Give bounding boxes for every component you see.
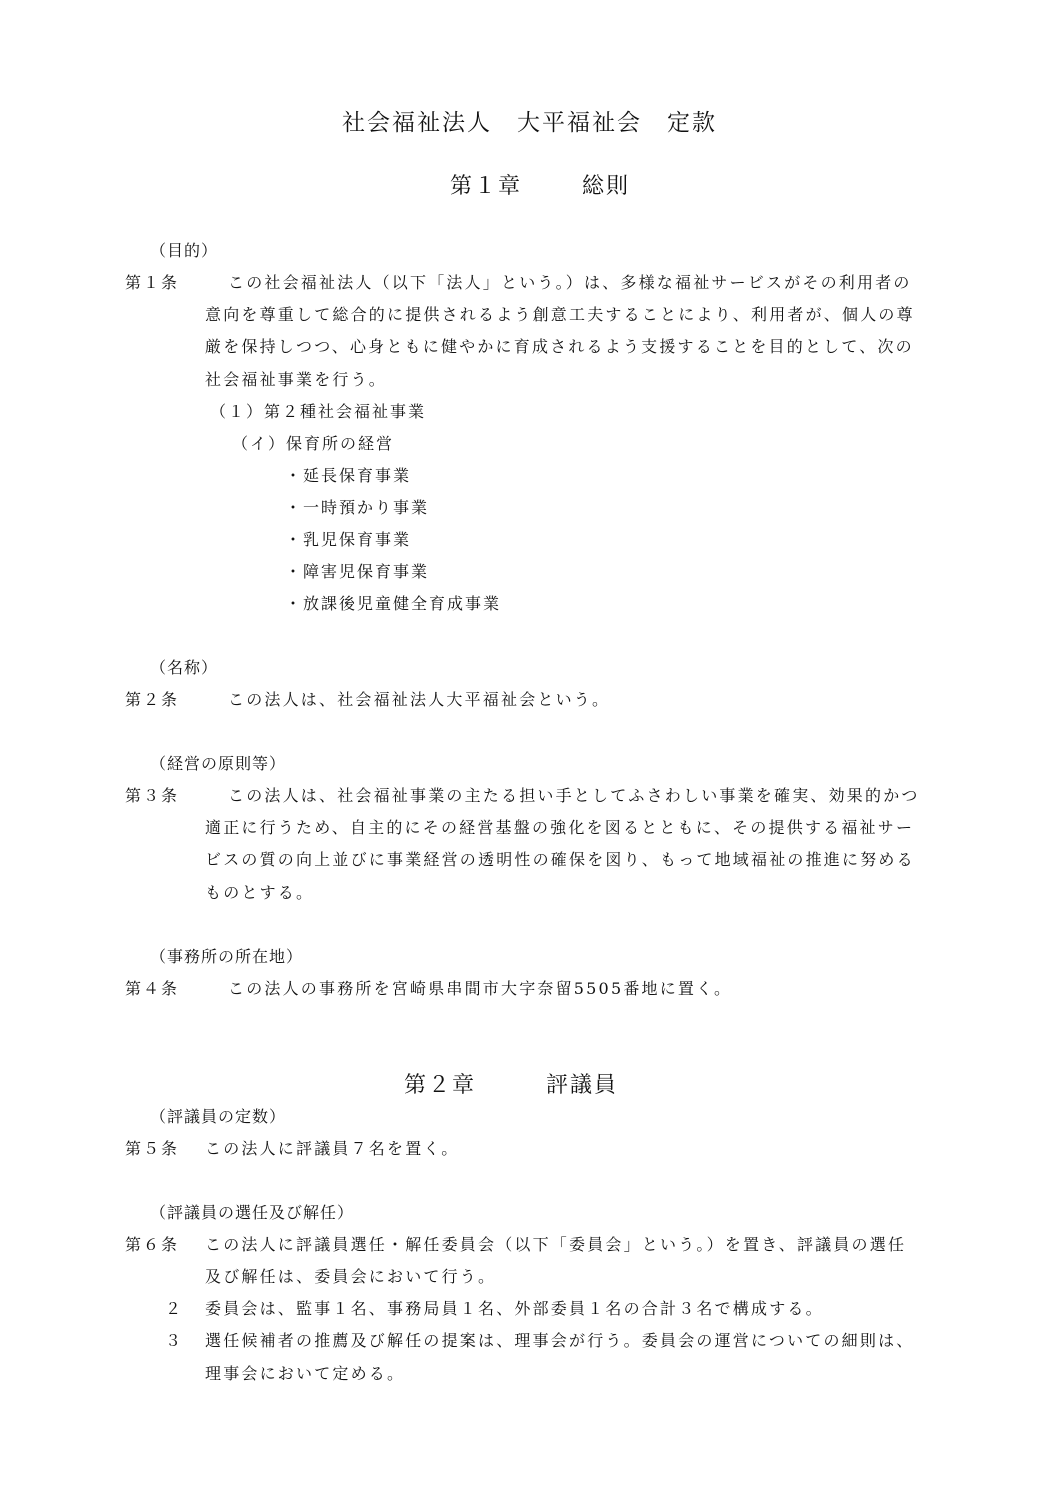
article-1-line-1: この社会福祉法人（以下「法人」という。）は、多様な福祉サービスがその利用者の [228,273,912,292]
article-3-line-3: ビスの質の向上並びに事業経営の透明性の確保を図り、もって地域福祉の推進に努める [205,850,915,869]
article-1-bullet-2: ・一時預かり事業 [285,498,430,517]
article-1-line-2: 意向を尊重して総合的に提供されるよう創意工夫することにより、利用者が、個人の尊 [205,305,915,324]
article-5-heading: （評議員の定数） [150,1107,287,1126]
article-2-heading: （名称） [150,658,219,677]
article-1-bullet-1: ・延長保育事業 [285,466,412,485]
article-4-number: 第４条 [125,979,180,998]
article-5-text: この法人に評議員７名を置く。 [205,1139,460,1158]
article-2-number: 第２条 [125,690,180,709]
article-1-line-3: 厳を保持しつつ、心身ともに健やかに育成されるよう支援することを目的として、次の [205,337,914,356]
article-1-sub-2: （イ）保育所の経営 [232,434,395,453]
article-4-heading: （事務所の所在地） [150,947,304,966]
article-3-line-2: 適正に行うため、自主的にその経営基盤の強化を図るとともに、その提供する福祉サー [205,818,915,837]
article-1-sub-1: （１）第２種社会福祉事業 [210,402,427,421]
article-6-line-2: 及び解任は、委員会において行う。 [205,1267,497,1286]
article-1-bullet-3: ・乳児保育事業 [285,530,412,549]
chapter-1-name: 総則 [582,174,631,199]
article-6-heading: （評議員の選任及び解任） [150,1203,355,1222]
article-6-para-3-line-1: 選任候補者の推薦及び解任の提案は、理事会が行う。委員会の運営についての細則は、 [205,1331,915,1350]
article-6-para-2-text: 委員会は、監事１名、事務局員１名、外部委員１名の合計３名で構成する。 [205,1299,824,1318]
article-1-line-4: 社会福祉事業を行う。 [205,370,388,389]
article-3-line-4: ものとする。 [205,883,315,902]
article-3-number: 第３条 [125,786,180,805]
chapter-2-label: 第２章 [404,1073,477,1098]
article-6-para-3-number: ３ [165,1331,184,1350]
article-6-line-1: この法人に評議員選任・解任委員会（以下「委員会」という。）を置き、評議員の選任 [205,1235,907,1254]
article-4-text: この法人の事務所を宮崎県串間市大字奈留5505番地に置く。 [228,979,733,998]
chapter-1-label: 第１章 [450,174,523,199]
article-3-heading: （経営の原則等） [150,754,287,773]
article-1-number: 第１条 [125,273,180,292]
article-3-line-1: この法人は、社会福祉事業の主たる担い手としてふさわしい事業を確実、効果的かつ [228,786,920,805]
article-1-heading: （目的） [150,241,219,260]
article-1-bullet-5: ・放課後児童健全育成事業 [285,594,502,613]
article-6-number: 第６条 [125,1235,180,1254]
article-5-number: 第５条 [125,1139,180,1158]
article-6-para-3-line-2: 理事会において定める。 [205,1364,406,1383]
chapter-2-name: 評議員 [546,1073,619,1098]
document-title: 社会福祉法人 大平福祉会 定款 [342,110,717,136]
article-1-bullet-4: ・障害児保育事業 [285,562,430,581]
article-2-text: この法人は、社会福祉法人大平福祉会という。 [228,690,611,709]
article-6-para-2-number: ２ [165,1299,184,1318]
